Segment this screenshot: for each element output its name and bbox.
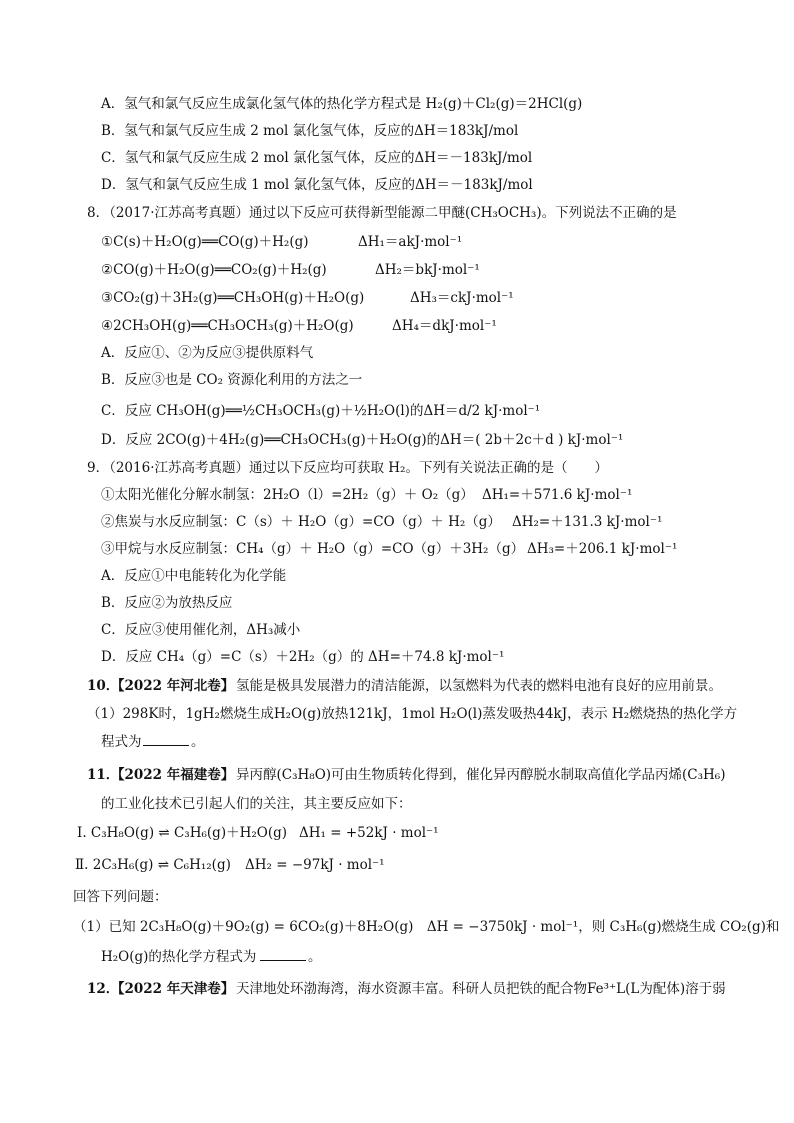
q8-reaction-2: ②CO(g)＋H₂O(g)══CO₂(g)＋H₂(g) ΔH₂＝bkJ·mol⁻¹ xyxy=(101,262,480,278)
q8-reaction-4: ④2CH₃OH(g)══CH₃OCH₃(g)＋H₂O(g) ΔH₄＝dkJ·mol⁻¹ xyxy=(101,318,497,334)
q8-option-d: D．反应 2CO(g)＋4H₂(g)══CH₃OCH₃(g)＋H₂O(g)的ΔH＝( 2b＋2c＋d ) kJ·mol⁻¹ xyxy=(101,432,624,448)
q11-answer-prompt: 回答下列问题： xyxy=(73,889,168,905)
q11-stem: 11． 【2022 年福建卷】 异丙醇(C₃H₈O)可由生物质转化得到，催化异丙醇脱水制取高值化学品丙烯(C₃H₆) xyxy=(0,762,794,788)
q10-answer-blank[interactable] xyxy=(143,729,189,746)
q10-sub1-cont: 程式为 。 xyxy=(0,729,794,755)
q9-reaction-3: ③甲烷与水反应制氢：CH₄（g）＋ H₂O（g）=CO（g）＋3H₂（g） ΔH₃=＋206.1 kJ·mol⁻¹ xyxy=(101,541,678,557)
q11-answer-blank[interactable] xyxy=(260,944,306,961)
q7-option-b: B．氢气和氯气反应生成 2 mol 氯化氢气体，反应的ΔH＝183kJ/mol xyxy=(101,123,519,139)
q8-option-a: A．反应①、②为反应③提供原料气 xyxy=(101,345,314,361)
q9-stem: 9．（2016·江苏高考真题）通过以下反应均可获取 H₂。下列有关说法正确的是（ ） xyxy=(87,460,608,476)
q9-reaction-1: ①太阳光催化分解水制氢：2H₂O（l）=2H₂（g）＋ O₂（g） ΔH₁=＋571.6 kJ·mol⁻¹ xyxy=(101,487,633,503)
q12-source-tag: 【2022 年天津卷】 xyxy=(111,981,235,997)
q8-option-c: C．反应 CH₃OH(g)══½CH₃OCH₃(g)＋½H₂O(l)的ΔH＝d/2 kJ·mol⁻¹ xyxy=(101,403,541,419)
q11-source-tag: 【2022 年福建卷】 xyxy=(111,767,235,783)
q9-option-c: C．反应③使用催化剂，ΔH₃减小 xyxy=(101,622,301,638)
q8-stem: 8．（2017·江苏高考真题）通过以下反应可获得新型能源二甲醚(CH₃OCH₃)。下列说法不正确的是 xyxy=(87,205,677,221)
q9-reaction-2: ②焦炭与水反应制氢：C（s）＋ H₂O（g）=CO（g）＋ H₂（g） ΔH₂=＋131.3 kJ·mol⁻¹ xyxy=(101,514,663,530)
q11-reaction-1: Ⅰ. C₃H₈O(g) ⇌ C₃H₆(g)＋H₂O(g) ΔH₁ = +52kJ · mol⁻¹ xyxy=(77,825,439,841)
q12-stem: 12． 【2022 年天津卷】 天津地处环渤海湾，海水资源丰富。科研人员把铁的配合物Fe³⁺L(L为配体)溶于弱 xyxy=(0,976,794,1002)
q8-reaction-1: ①C(s)＋H₂O(g)══CO(g)＋H₂(g) ΔH₁＝akJ·mol⁻¹ xyxy=(101,234,463,250)
q7-option-c: C．氢气和氯气反应生成 2 mol 氯化氢气体，反应的ΔH＝－183kJ/mol xyxy=(101,150,533,166)
q11-stem-cont: 的工业化技术已引起人们的关注，其主要反应如下： xyxy=(101,796,412,812)
q7-option-a: A．氢气和氯气反应生成氯化氢气体的热化学方程式是 H₂(g)＋Cl₂(g)＝2HCl(g) xyxy=(101,96,583,112)
q10-source-tag: 【2022 年河北卷】 xyxy=(111,678,235,694)
q8-option-b: B．反应③也是 CO₂ 资源化利用的方法之一 xyxy=(101,372,363,388)
q11-reaction-2: Ⅱ. 2C₃H₆(g) ⇌ C₆H₁₂(g) ΔH₂ = −97kJ · mol⁻¹ xyxy=(75,857,385,873)
q8-reaction-3: ③CO₂(g)＋3H₂(g)══CH₃OH(g)＋H₂O(g) ΔH₃＝ckJ·mol⁻¹ xyxy=(101,290,514,306)
q10-sub1: （1）298K时，1gH₂燃烧生成H₂O(g)放热121kJ，1mol H₂O(l)蒸发吸热44kJ，表示 H₂燃烧热的热化学方 xyxy=(87,706,738,722)
q9-option-b: B．反应②为放热反应 xyxy=(101,595,233,611)
q9-option-a: A．反应①中电能转化为化学能 xyxy=(101,568,287,584)
q10-stem: 10． 【2022 年河北卷】 氢能是极具发展潜力的清洁能源，以氢燃料为代表的燃料电池有良好的应用前景。 xyxy=(0,673,794,699)
q9-option-d: D．反应 CH₄（g）=C（s）＋2H₂（g）的 ΔH=＋74.8 kJ·mol⁻¹ xyxy=(101,649,505,665)
q11-sub1-cont: H₂O(g)的热化学方程式为 。 xyxy=(0,944,794,970)
q7-option-d: D．氢气和氯气反应生成 1 mol 氯化氢气体，反应的ΔH＝－183kJ/mol xyxy=(101,177,533,193)
q11-sub1: （1）已知 2C₃H₈O(g)＋9O₂(g) = 6CO₂(g)＋8H₂O(g) ΔH = −3750kJ · mol⁻¹，则 C₃H₆(g)燃烧生成 CO₂(g)和 xyxy=(73,919,780,935)
